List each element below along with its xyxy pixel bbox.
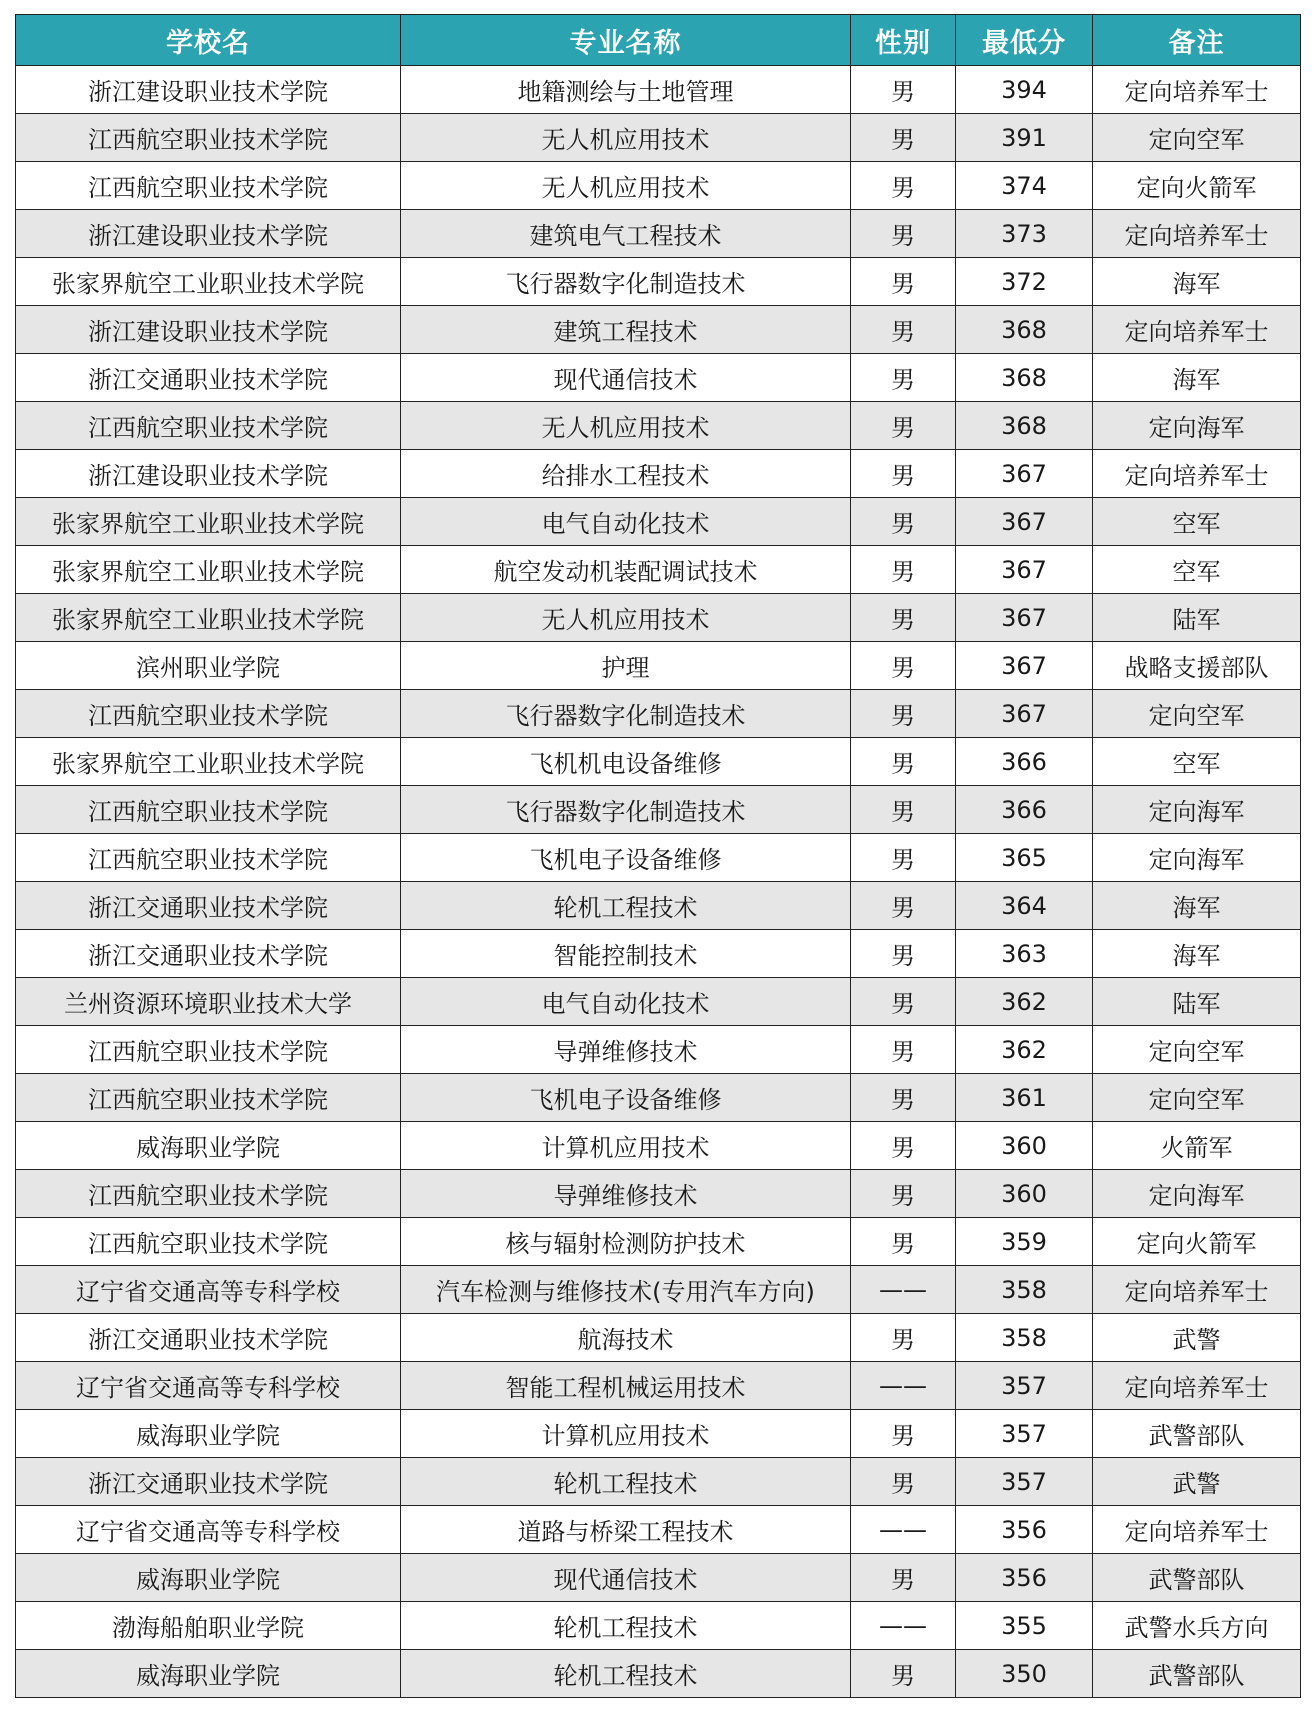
remarks-cell: 定向海军 [1093,402,1301,450]
table-row [16,450,1301,498]
min-score-cell: 374 [956,162,1093,210]
remarks-cell: 定向火箭军 [1093,162,1301,210]
remarks-cell: 定向空军 [1093,690,1301,738]
major-name-cell: 轮机工程技术 [401,1458,851,1506]
table-row [16,114,1301,162]
school-name-cell: 江西航空职业技术学院 [16,1170,401,1218]
school-name-cell: 江西航空职业技术学院 [16,690,401,738]
remarks-cell: 武警水兵方向 [1093,1602,1301,1650]
table-row [16,1506,1301,1554]
major-name-cell: 飞机电子设备维修 [401,1074,851,1122]
table-row [16,642,1301,690]
table-row [16,978,1301,1026]
major-name-cell: 无人机应用技术 [401,162,851,210]
table-row [16,1650,1301,1698]
gender-cell: 男 [851,306,956,354]
table-row [16,1602,1301,1650]
major-name-cell: 无人机应用技术 [401,402,851,450]
table-row [16,1266,1301,1314]
gender-cell: 男 [851,738,956,786]
gender-cell: —— [851,1266,956,1314]
major-name-cell: 轮机工程技术 [401,1650,851,1698]
school-name-cell: 江西航空职业技术学院 [16,1074,401,1122]
remarks-cell: 定向培养军士 [1093,66,1301,114]
major-name-cell: 飞行器数字化制造技术 [401,786,851,834]
remarks-cell: 武警 [1093,1314,1301,1362]
gender-cell: 男 [851,1458,956,1506]
min-score-cell: 359 [956,1218,1093,1266]
major-name-cell: 航海技术 [401,1314,851,1362]
remarks-cell: 海军 [1093,930,1301,978]
major-name-cell: 智能控制技术 [401,930,851,978]
min-score-cell: 358 [956,1266,1093,1314]
school-name-cell: 江西航空职业技术学院 [16,1026,401,1074]
min-score-cell: 364 [956,882,1093,930]
school-name-cell: 辽宁省交通高等专科学校 [16,1506,401,1554]
school-name-cell: 威海职业学院 [16,1554,401,1602]
school-name-cell: 江西航空职业技术学院 [16,114,401,162]
major-name-cell: 汽车检测与维修技术(专用汽车方向) [401,1266,851,1314]
school-name-cell: 浙江建设职业技术学院 [16,66,401,114]
school-name-cell: 江西航空职业技术学院 [16,834,401,882]
min-score-cell: 367 [956,450,1093,498]
major-name-cell: 电气自动化技术 [401,978,851,1026]
remarks-cell: 武警部队 [1093,1554,1301,1602]
table-row [16,594,1301,642]
gender-cell: 男 [851,642,956,690]
gender-cell: 男 [851,498,956,546]
major-name-cell: 智能工程机械运用技术 [401,1362,851,1410]
school-name-cell: 江西航空职业技术学院 [16,162,401,210]
gender-cell: —— [851,1506,956,1554]
gender-cell: 男 [851,834,956,882]
remarks-cell: 空军 [1093,546,1301,594]
gender-cell: 男 [851,1314,956,1362]
min-score-cell: 358 [956,1314,1093,1362]
major-name-cell: 计算机应用技术 [401,1122,851,1170]
remarks-cell: 海军 [1093,258,1301,306]
min-score-cell: 368 [956,354,1093,402]
admission-score-table [15,14,1301,1698]
table-row [16,546,1301,594]
remarks-cell: 定向培养军士 [1093,210,1301,258]
table-row [16,210,1301,258]
min-score-cell: 355 [956,1602,1093,1650]
remarks-cell: 定向海军 [1093,834,1301,882]
gender-cell: 男 [851,1026,956,1074]
gender-cell: 男 [851,882,956,930]
min-score-cell: 373 [956,210,1093,258]
remarks-cell: 定向培养军士 [1093,1362,1301,1410]
remarks-cell: 空军 [1093,498,1301,546]
gender-cell: 男 [851,258,956,306]
major-name-cell: 现代通信技术 [401,1554,851,1602]
major-name-cell: 现代通信技术 [401,354,851,402]
school-name-cell: 渤海船舶职业学院 [16,1602,401,1650]
table-row [16,498,1301,546]
table-row [16,1410,1301,1458]
school-name-cell: 张家界航空工业职业技术学院 [16,498,401,546]
table-row [16,1554,1301,1602]
gender-cell: —— [851,1362,956,1410]
major-name-cell: 建筑电气工程技术 [401,210,851,258]
major-name-cell: 导弹维修技术 [401,1170,851,1218]
header-row [16,15,1301,66]
school-name-cell: 滨州职业学院 [16,642,401,690]
header-remarks: 备注 [1093,15,1301,66]
major-name-cell: 轮机工程技术 [401,882,851,930]
remarks-cell: 定向培养军士 [1093,306,1301,354]
remarks-cell: 定向空军 [1093,1074,1301,1122]
remarks-cell: 定向海军 [1093,786,1301,834]
table-row [16,1026,1301,1074]
table-row [16,1458,1301,1506]
min-score-cell: 366 [956,786,1093,834]
table-row [16,162,1301,210]
remarks-cell: 海军 [1093,354,1301,402]
school-name-cell: 张家界航空工业职业技术学院 [16,594,401,642]
school-name-cell: 威海职业学院 [16,1410,401,1458]
gender-cell: 男 [851,114,956,162]
gender-cell: 男 [851,1074,956,1122]
remarks-cell: 火箭军 [1093,1122,1301,1170]
school-name-cell: 张家界航空工业职业技术学院 [16,258,401,306]
table-row [16,1074,1301,1122]
major-name-cell: 电气自动化技术 [401,498,851,546]
table-row [16,690,1301,738]
school-name-cell: 浙江交通职业技术学院 [16,930,401,978]
min-score-cell: 367 [956,594,1093,642]
min-score-cell: 368 [956,306,1093,354]
min-score-cell: 360 [956,1122,1093,1170]
remarks-cell: 定向培养军士 [1093,1266,1301,1314]
min-score-cell: 356 [956,1554,1093,1602]
school-name-cell: 江西航空职业技术学院 [16,1218,401,1266]
remarks-cell: 陆军 [1093,594,1301,642]
gender-cell: 男 [851,786,956,834]
remarks-cell: 武警部队 [1093,1650,1301,1698]
gender-cell: 男 [851,162,956,210]
remarks-cell: 海军 [1093,882,1301,930]
gender-cell: 男 [851,210,956,258]
remarks-cell: 武警部队 [1093,1410,1301,1458]
table-row [16,354,1301,402]
table-row [16,882,1301,930]
school-name-cell: 江西航空职业技术学院 [16,786,401,834]
min-score-cell: 356 [956,1506,1093,1554]
major-name-cell: 飞机电子设备维修 [401,834,851,882]
table-row [16,930,1301,978]
min-score-cell: 367 [956,498,1093,546]
min-score-cell: 367 [956,690,1093,738]
table-body [16,66,1301,1698]
major-name-cell: 飞机机电设备维修 [401,738,851,786]
school-name-cell: 浙江建设职业技术学院 [16,450,401,498]
table-row [16,66,1301,114]
gender-cell: 男 [851,450,956,498]
min-score-cell: 362 [956,1026,1093,1074]
major-name-cell: 计算机应用技术 [401,1410,851,1458]
table-row [16,1170,1301,1218]
gender-cell: 男 [851,1218,956,1266]
table-row [16,786,1301,834]
school-name-cell: 浙江交通职业技术学院 [16,354,401,402]
gender-cell: 男 [851,690,956,738]
table-row [16,306,1301,354]
school-name-cell: 兰州资源环境职业技术大学 [16,978,401,1026]
major-name-cell: 地籍测绘与土地管理 [401,66,851,114]
min-score-cell: 357 [956,1362,1093,1410]
major-name-cell: 护理 [401,642,851,690]
major-name-cell: 航空发动机装配调试技术 [401,546,851,594]
remarks-cell: 定向空军 [1093,114,1301,162]
min-score-cell: 368 [956,402,1093,450]
school-name-cell: 辽宁省交通高等专科学校 [16,1362,401,1410]
gender-cell: 男 [851,402,956,450]
school-name-cell: 浙江建设职业技术学院 [16,210,401,258]
min-score-cell: 357 [956,1410,1093,1458]
min-score-cell: 357 [956,1458,1093,1506]
school-name-cell: 威海职业学院 [16,1650,401,1698]
min-score-cell: 361 [956,1074,1093,1122]
gender-cell: —— [851,1602,956,1650]
min-score-cell: 367 [956,546,1093,594]
table-row [16,258,1301,306]
major-name-cell: 导弹维修技术 [401,1026,851,1074]
gender-cell: 男 [851,1170,956,1218]
school-name-cell: 浙江交通职业技术学院 [16,882,401,930]
table-row [16,1314,1301,1362]
remarks-cell: 武警 [1093,1458,1301,1506]
school-name-cell: 辽宁省交通高等专科学校 [16,1266,401,1314]
table-row [16,1218,1301,1266]
school-name-cell: 张家界航空工业职业技术学院 [16,546,401,594]
gender-cell: 男 [851,1554,956,1602]
table-row [16,834,1301,882]
major-name-cell: 道路与桥梁工程技术 [401,1506,851,1554]
gender-cell: 男 [851,66,956,114]
gender-cell: 男 [851,594,956,642]
major-name-cell: 轮机工程技术 [401,1602,851,1650]
remarks-cell: 空军 [1093,738,1301,786]
min-score-cell: 366 [956,738,1093,786]
school-name-cell: 张家界航空工业职业技术学院 [16,738,401,786]
gender-cell: 男 [851,1122,956,1170]
remarks-cell: 定向火箭军 [1093,1218,1301,1266]
table-row [16,738,1301,786]
gender-cell: 男 [851,1410,956,1458]
school-name-cell: 浙江建设职业技术学院 [16,306,401,354]
major-name-cell: 给排水工程技术 [401,450,851,498]
school-name-cell: 威海职业学院 [16,1122,401,1170]
min-score-cell: 394 [956,66,1093,114]
major-name-cell: 核与辐射检测防护技术 [401,1218,851,1266]
remarks-cell: 定向空军 [1093,1026,1301,1074]
major-name-cell: 飞行器数字化制造技术 [401,258,851,306]
min-score-cell: 367 [956,642,1093,690]
school-name-cell: 浙江交通职业技术学院 [16,1314,401,1362]
min-score-cell: 350 [956,1650,1093,1698]
min-score-cell: 362 [956,978,1093,1026]
table-row [16,402,1301,450]
header-min-score: 最低分 [956,15,1093,66]
table-row [16,1362,1301,1410]
remarks-cell: 定向培养军士 [1093,450,1301,498]
min-score-cell: 363 [956,930,1093,978]
major-name-cell: 无人机应用技术 [401,114,851,162]
min-score-cell: 360 [956,1170,1093,1218]
gender-cell: 男 [851,1650,956,1698]
school-name-cell: 江西航空职业技术学院 [16,402,401,450]
header-major-name: 专业名称 [401,15,851,66]
min-score-cell: 372 [956,258,1093,306]
gender-cell: 男 [851,978,956,1026]
remarks-cell: 战略支援部队 [1093,642,1301,690]
remarks-cell: 定向海军 [1093,1170,1301,1218]
min-score-cell: 365 [956,834,1093,882]
major-name-cell: 无人机应用技术 [401,594,851,642]
remarks-cell: 陆军 [1093,978,1301,1026]
gender-cell: 男 [851,930,956,978]
major-name-cell: 建筑工程技术 [401,306,851,354]
table-header [16,15,1301,66]
major-name-cell: 飞行器数字化制造技术 [401,690,851,738]
header-gender: 性别 [851,15,956,66]
table-row [16,1122,1301,1170]
header-school-name: 学校名 [16,15,401,66]
remarks-cell: 定向培养军士 [1093,1506,1301,1554]
gender-cell: 男 [851,354,956,402]
gender-cell: 男 [851,546,956,594]
min-score-cell: 391 [956,114,1093,162]
school-name-cell: 浙江交通职业技术学院 [16,1458,401,1506]
